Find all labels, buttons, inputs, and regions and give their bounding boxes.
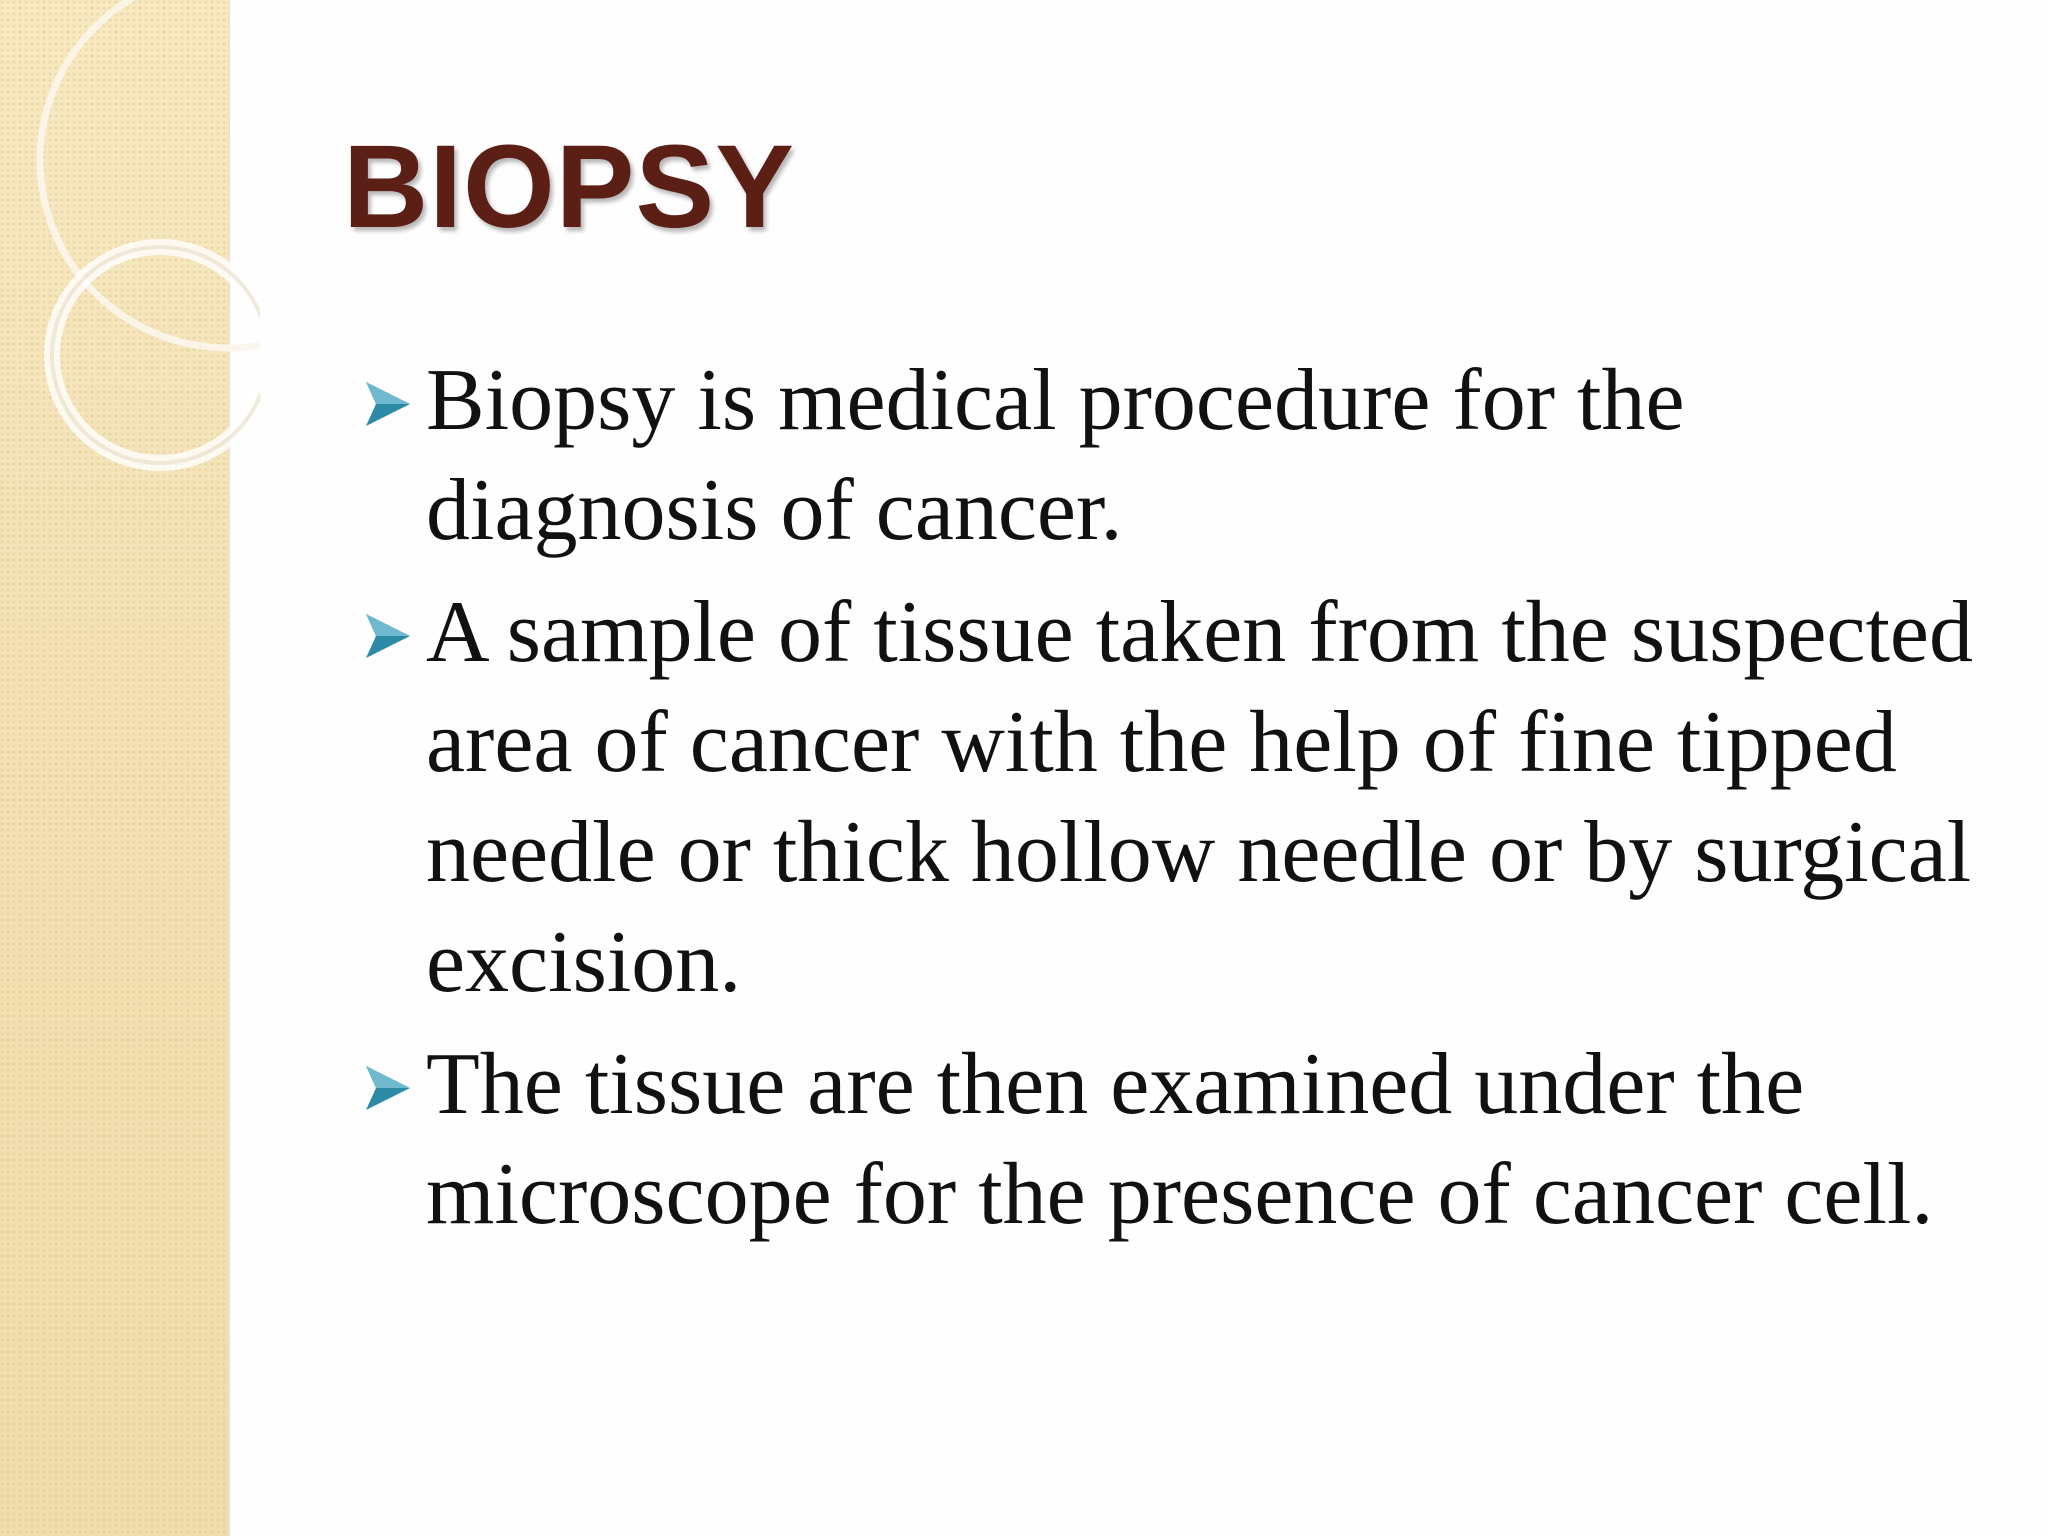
bullet-item xyxy=(362,578,2002,1018)
bullet-list xyxy=(362,346,2002,1262)
bullet-text: Biopsy is medical procedure for the diagnosis of cancer. xyxy=(426,352,1685,559)
arrow-bullet-icon xyxy=(362,376,414,432)
arrow-bullet-icon xyxy=(362,1060,414,1116)
bullet-text: A sample of tissue taken from the suspected area of cancer with the help of fine tipped needle or thick hollow needle or by surgical excision. xyxy=(426,584,1973,1011)
bullet-text: The tissue are then examined under the microscope for the presence of cancer cell. xyxy=(426,1036,1934,1243)
slide-title: BIOPSY xyxy=(343,121,795,253)
ring-decoration xyxy=(0,0,260,520)
bullet-item xyxy=(362,1030,2002,1250)
arrow-bullet-icon xyxy=(362,608,414,664)
bullet-item xyxy=(362,346,2002,566)
